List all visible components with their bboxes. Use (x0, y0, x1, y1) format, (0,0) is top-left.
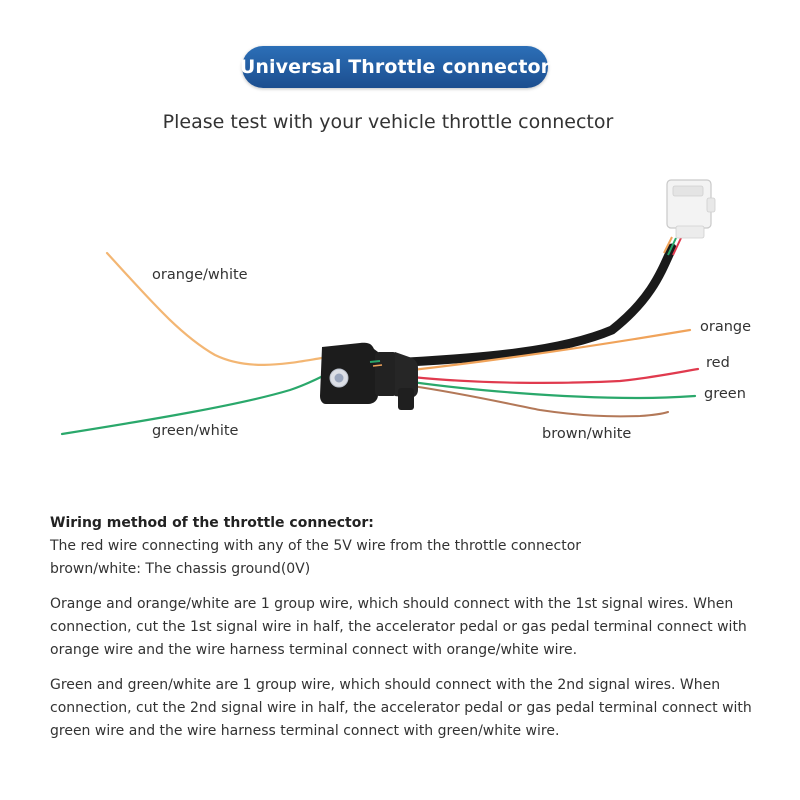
wiring-description (50, 512, 770, 743)
wire-label-green-white: green/white (152, 423, 239, 439)
wire-label-green: green (704, 386, 746, 402)
wire-label-brown-white: brown/white (542, 426, 632, 442)
black-connector-body (320, 343, 418, 410)
description-line-red: The red wire connecting with any of the 5V wire from the throttle connector (50, 538, 582, 554)
page-title: Universal Throttle connector (242, 46, 548, 88)
red-wire (412, 369, 698, 383)
wire-label-orange-white: orange/white (152, 267, 248, 283)
wire-label-red: red (706, 355, 730, 371)
black-cable (408, 248, 672, 362)
description-line-brown: brown/white: The chassis ground(0V) (50, 561, 311, 577)
white-plug-connector (667, 180, 715, 238)
wire-label-orange: orange (700, 319, 752, 335)
description-heading: Wiring method of the throttle connector: (50, 515, 374, 531)
description-paragraph-orange: Orange and orange/white are 1 group wire, which should connect with the 1st signal wires. When connection, cut the 1st signal wire in half, the accelerator pedal or gas pedal terminal connect with orange wire and the wire harness terminal connect with orange/white wire. (50, 596, 747, 658)
brown-white-wire (412, 386, 668, 416)
wiring-harness-image (0, 160, 800, 480)
description-paragraph-green: Green and green/white are 1 group wire, which should connect with the 2nd signal wires. When connection, cut the 2nd signal wire in half, the accelerator pedal or gas pedal terminal connect with green wire and the wire harness terminal connect with green/white wire. (50, 677, 752, 739)
page-subtitle: Please test with your vehicle throttle connector (162, 111, 614, 133)
green-wire (412, 382, 695, 398)
